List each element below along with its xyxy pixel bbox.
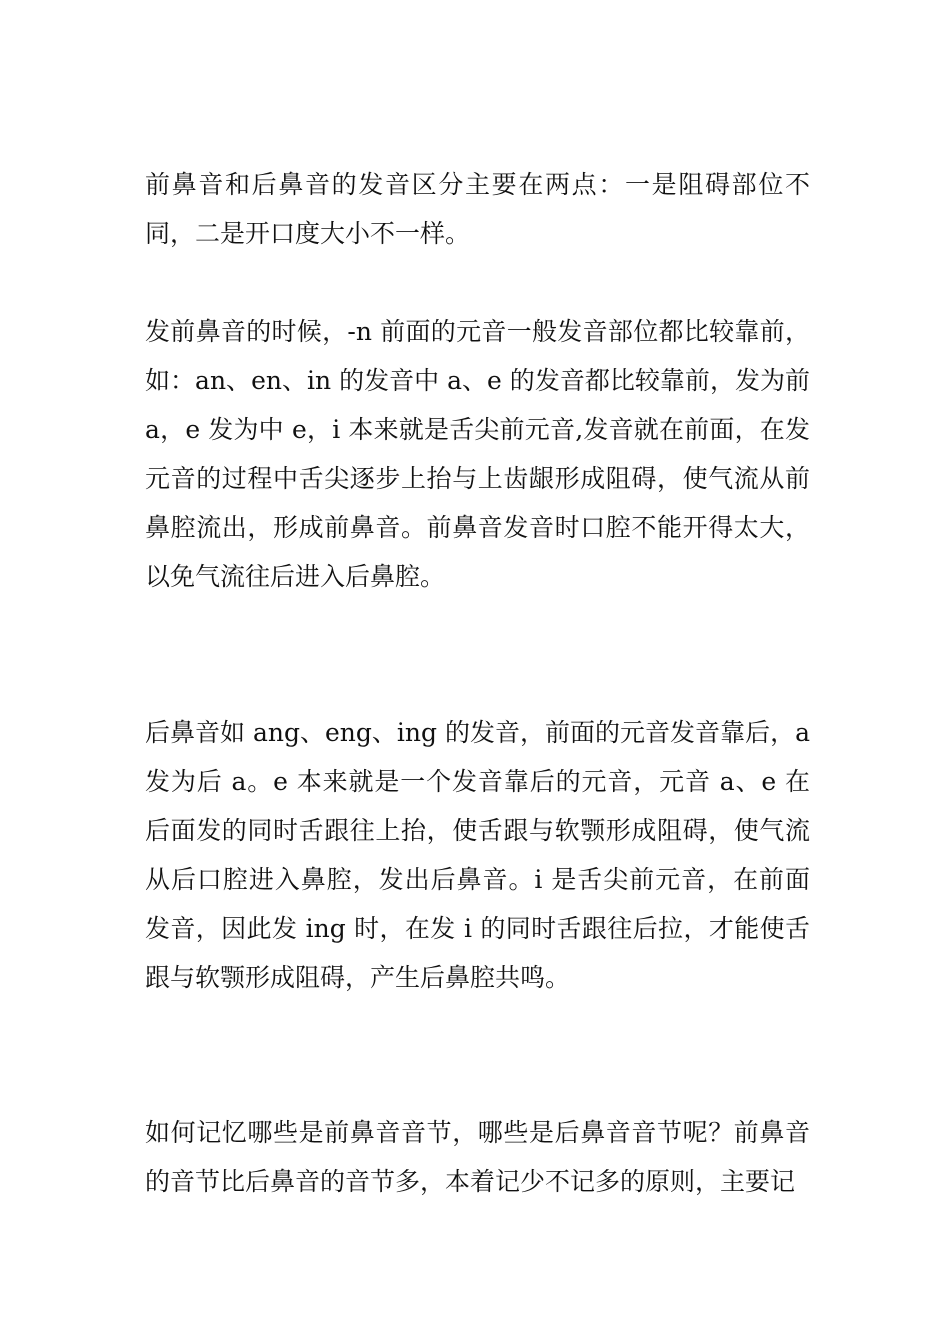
paragraph-front-nasal: 发前鼻音的时候，-n 前面的元音一般发音部位都比较靠前，如：an、en、in 的发音中 a、e 的发音都比较靠前，发为前 a，e 发为中 e，i 本来就是舌尖前元音,发音就在前面，在发元音的过程中舌尖逐步上抬与上齿龈形成阻碍，使气流从前鼻腔流出，形成前鼻音。前鼻音发音时口腔不能开得太大，以免气流往后进入后鼻腔。 (145, 317, 810, 591)
paragraph-memorization: 如何记忆哪些是前鼻音音节，哪些是后鼻音音节呢？前鼻音的音节比后鼻音的音节多，本着记少不记多的原则，主要记 (145, 1118, 810, 1196)
paragraph-back-nasal: 后鼻音如 ang、eng、ing 的发音，前面的元音发音靠后，a 发为后 a。e 本来就是一个发音靠后的元音，元音 a、e 在后面发的同时舌跟往上抬，使舌跟与软颚形成阻碍，使气流从后口腔进入鼻腔，发出后鼻音。i 是舌尖前元音，在前面发音，因此发 ing 时，在发 i 的同时舌跟往后拉，才能使舌跟与软颚形成阻碍，产生后鼻腔共鸣。 (145, 718, 810, 992)
paragraph-nasal-distinction: 前鼻音和后鼻音的发音区分主要在两点：一是阻碍部位不同，二是开口度大小不一样。 (145, 170, 810, 248)
